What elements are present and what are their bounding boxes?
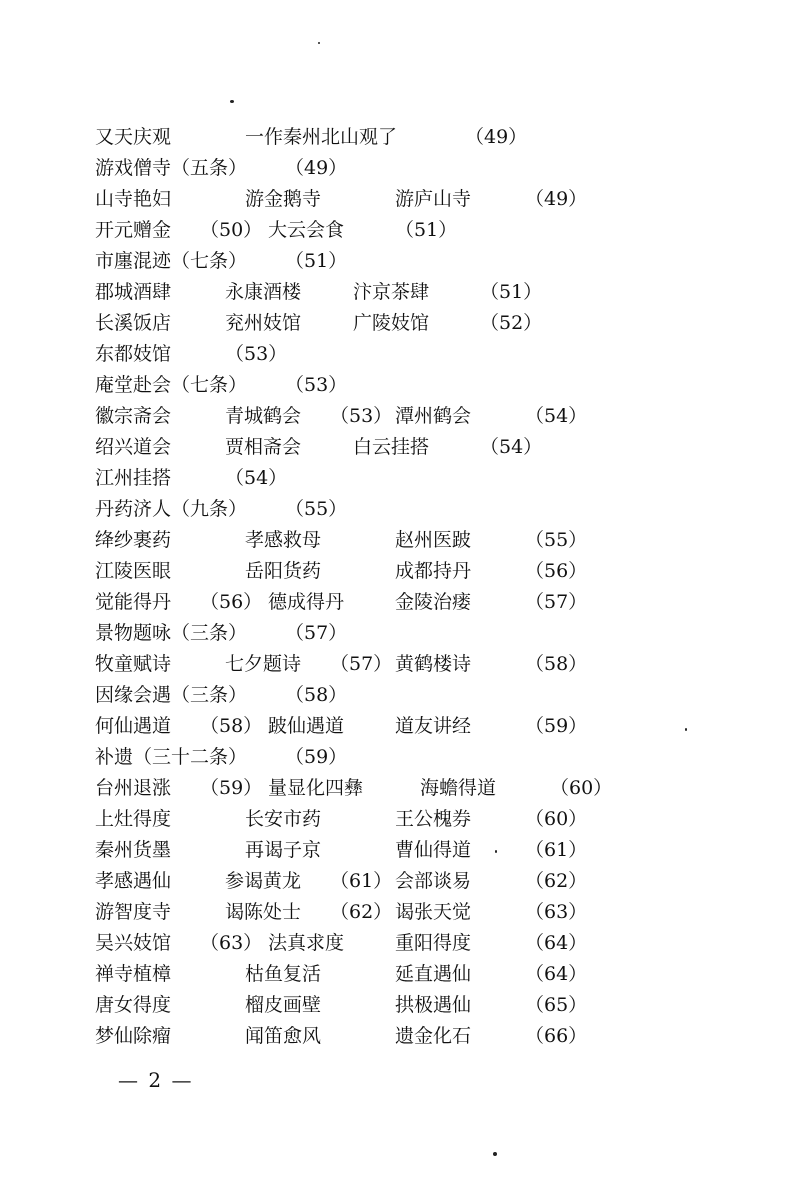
- toc-entry-title: 上灶得度: [95, 808, 172, 830]
- toc-entry-title: 闻笛愈风: [245, 1025, 322, 1047]
- toc-line: [95, 618, 735, 649]
- scan-speck: [230, 100, 234, 103]
- toc-entry-title: 潭州鹤会: [395, 405, 472, 427]
- toc-line: [95, 432, 735, 463]
- toc-entry-title: 青城鹤会: [225, 405, 302, 427]
- toc-page-ref: （50）: [200, 219, 263, 241]
- toc-entry-title: 一作秦州北山观了: [245, 126, 398, 148]
- toc-line: [95, 649, 735, 680]
- toc-page-ref: （57）: [330, 653, 393, 675]
- toc-page-ref: （49）: [465, 126, 528, 148]
- toc-page-ref: （53）: [225, 343, 288, 365]
- toc-line: [95, 680, 735, 711]
- toc-entry-title: 大云会食: [268, 219, 345, 241]
- toc-page-ref: （52）: [480, 312, 543, 334]
- toc-entry-title: 金陵治瘘: [395, 591, 472, 613]
- toc-page-ref: （60）: [550, 777, 613, 799]
- toc-entry-title: 王公槐券: [395, 808, 472, 830]
- toc-entry-title: 游金鹅寺: [245, 188, 322, 210]
- toc-entry-title: 梦仙除瘤: [95, 1025, 172, 1047]
- toc-entry-title: 补遗（三十二条）: [95, 746, 248, 768]
- toc-entry-title: 广陵妓馆: [353, 312, 430, 334]
- toc-page-ref: （62）: [330, 901, 393, 923]
- toc-page-ref: （51）: [480, 281, 543, 303]
- toc-line: [95, 463, 735, 494]
- toc-entry-title: 成都持丹: [395, 560, 472, 582]
- toc-entry-title: 孝感遇仙: [95, 870, 172, 892]
- toc-entry-title: 永康酒楼: [225, 281, 302, 303]
- scan-speck: [495, 850, 497, 853]
- toc-line: [95, 277, 735, 308]
- toc-line: [95, 122, 735, 153]
- toc-entry-title: 又天庆观: [95, 126, 172, 148]
- toc-page-ref: （61）: [330, 870, 393, 892]
- toc-entry-title: 谒陈处士: [225, 901, 302, 923]
- toc-entry-title: 东都妓馆: [95, 343, 172, 365]
- toc-entry-title: 贾相斋会: [225, 436, 302, 458]
- table-of-contents: [95, 122, 735, 1052]
- toc-entry-title: 游智度寺: [95, 901, 172, 923]
- toc-entry-title: 景物题咏（三条）: [95, 622, 248, 644]
- toc-entry-title: 海蟾得道: [420, 777, 497, 799]
- toc-line: [95, 339, 735, 370]
- toc-entry-title: 拱极遇仙: [395, 994, 472, 1016]
- toc-page-ref: （58）: [200, 715, 263, 737]
- toc-page-ref: （53）: [285, 374, 348, 396]
- toc-entry-title: 再谒子京: [245, 839, 322, 861]
- toc-line: [95, 773, 735, 804]
- toc-line: [95, 556, 735, 587]
- toc-page-ref: （63）: [200, 932, 263, 954]
- scan-speck: [318, 42, 320, 44]
- toc-page-ref: （55）: [285, 498, 348, 520]
- toc-page-ref: （54）: [225, 467, 288, 489]
- toc-page-ref: （64）: [525, 932, 588, 954]
- toc-entry-title: 岳阳货药: [245, 560, 322, 582]
- toc-entry-title: 郡城酒肆: [95, 281, 172, 303]
- toc-entry-title: 兖州妓馆: [225, 312, 302, 334]
- toc-page-ref: （54）: [525, 405, 588, 427]
- toc-page-ref: （66）: [525, 1025, 588, 1047]
- toc-line: [95, 525, 735, 556]
- toc-entry-title: 七夕题诗: [225, 653, 302, 675]
- toc-line: [95, 990, 735, 1021]
- toc-line: [95, 742, 735, 773]
- toc-entry-title: 庵堂赴会（七条）: [95, 374, 248, 396]
- toc-page-ref: （58）: [285, 684, 348, 706]
- toc-entry-title: 枯鱼复活: [245, 963, 322, 985]
- toc-entry-title: 绍兴道会: [95, 436, 172, 458]
- toc-entry-title: 山寺艳妇: [95, 188, 172, 210]
- toc-entry-title: 黄鹤楼诗: [395, 653, 472, 675]
- toc-page-ref: （57）: [285, 622, 348, 644]
- toc-entry-title: 唐女得度: [95, 994, 172, 1016]
- toc-line: [95, 370, 735, 401]
- toc-page-ref: （49）: [285, 157, 348, 179]
- toc-entry-title: 牧童赋诗: [95, 653, 172, 675]
- toc-entry-title: 会部谈易: [395, 870, 472, 892]
- toc-page-ref: （51）: [285, 250, 348, 272]
- toc-entry-title: 遗金化石: [395, 1025, 472, 1047]
- toc-page-ref: （58）: [525, 653, 588, 675]
- toc-line: [95, 804, 735, 835]
- toc-page-ref: （64）: [525, 963, 588, 985]
- toc-entry-title: 法真求度: [268, 932, 345, 954]
- toc-entry-title: 重阳得度: [395, 932, 472, 954]
- toc-page-ref: （57）: [525, 591, 588, 613]
- toc-entry-title: 谒张天觉: [395, 901, 472, 923]
- scan-speck: [493, 1152, 497, 1156]
- toc-entry-title: 开元赠金: [95, 219, 172, 241]
- toc-entry-title: 白云挂搭: [353, 436, 430, 458]
- toc-entry-title: 参谒黄龙: [225, 870, 302, 892]
- toc-entry-title: 长安市药: [245, 808, 322, 830]
- toc-entry-title: 游庐山寺: [395, 188, 472, 210]
- toc-entry-title: 觉能得丹: [95, 591, 172, 613]
- toc-page-ref: （51）: [395, 219, 458, 241]
- toc-page-ref: （56）: [525, 560, 588, 582]
- toc-line: [95, 928, 735, 959]
- toc-entry-title: 延直遇仙: [395, 963, 472, 985]
- toc-page-ref: （54）: [480, 436, 543, 458]
- toc-line: [95, 835, 735, 866]
- toc-entry-title: 江州挂搭: [95, 467, 172, 489]
- scan-speck: [685, 728, 687, 731]
- toc-line: [95, 711, 735, 742]
- toc-page-ref: （61）: [525, 839, 588, 861]
- toc-line: [95, 184, 735, 215]
- toc-entry-title: 秦州货墨: [95, 839, 172, 861]
- toc-line: [95, 153, 735, 184]
- toc-entry-title: 江陵医眼: [95, 560, 172, 582]
- toc-entry-title: 孝感救母: [245, 529, 322, 551]
- toc-entry-title: 绛纱裹药: [95, 529, 172, 551]
- toc-line: [95, 897, 735, 928]
- toc-entry-title: 游戏僧寺（五条）: [95, 157, 248, 179]
- toc-entry-title: 吴兴妓馆: [95, 932, 172, 954]
- toc-line: [95, 494, 735, 525]
- toc-entry-title: 禅寺植樟: [95, 963, 172, 985]
- toc-entry-title: 市廛混迹（七条）: [95, 250, 248, 272]
- toc-entry-title: 德成得丹: [268, 591, 345, 613]
- toc-line: [95, 1021, 735, 1052]
- toc-entry-title: 何仙遇道: [95, 715, 172, 737]
- toc-entry-title: 曹仙得道: [395, 839, 472, 861]
- toc-line: [95, 959, 735, 990]
- toc-entry-title: 量显化四彝: [268, 777, 364, 799]
- toc-line: [95, 866, 735, 897]
- toc-entry-title: 因缘会遇（三条）: [95, 684, 248, 706]
- toc-entry-title: 榴皮画壁: [245, 994, 322, 1016]
- toc-entry-title: 跛仙遇道: [268, 715, 345, 737]
- toc-page-ref: （62）: [525, 870, 588, 892]
- page-number: — 2 —: [118, 1068, 194, 1092]
- toc-line: [95, 215, 735, 246]
- toc-page-ref: （59）: [285, 746, 348, 768]
- toc-entry-title: 道友讲经: [395, 715, 472, 737]
- toc-entry-title: 赵州医跛: [395, 529, 472, 551]
- toc-entry-title: 徽宗斋会: [95, 405, 172, 427]
- toc-line: [95, 401, 735, 432]
- toc-page-ref: （63）: [525, 901, 588, 923]
- toc-page-ref: （53）: [330, 405, 393, 427]
- toc-entry-title: 台州退涨: [95, 777, 172, 799]
- toc-page-ref: （49）: [525, 188, 588, 210]
- toc-page-ref: （65）: [525, 994, 588, 1016]
- toc-page-ref: （55）: [525, 529, 588, 551]
- toc-line: [95, 587, 735, 618]
- toc-page-ref: （59）: [200, 777, 263, 799]
- toc-line: [95, 246, 735, 277]
- toc-page-ref: （59）: [525, 715, 588, 737]
- toc-page-ref: （56）: [200, 591, 263, 613]
- toc-entry-title: 丹药济人（九条）: [95, 498, 248, 520]
- toc-entry-title: 汴京茶肆: [353, 281, 430, 303]
- toc-entry-title: 长溪饭店: [95, 312, 172, 334]
- toc-page-ref: （60）: [525, 808, 588, 830]
- toc-line: [95, 308, 735, 339]
